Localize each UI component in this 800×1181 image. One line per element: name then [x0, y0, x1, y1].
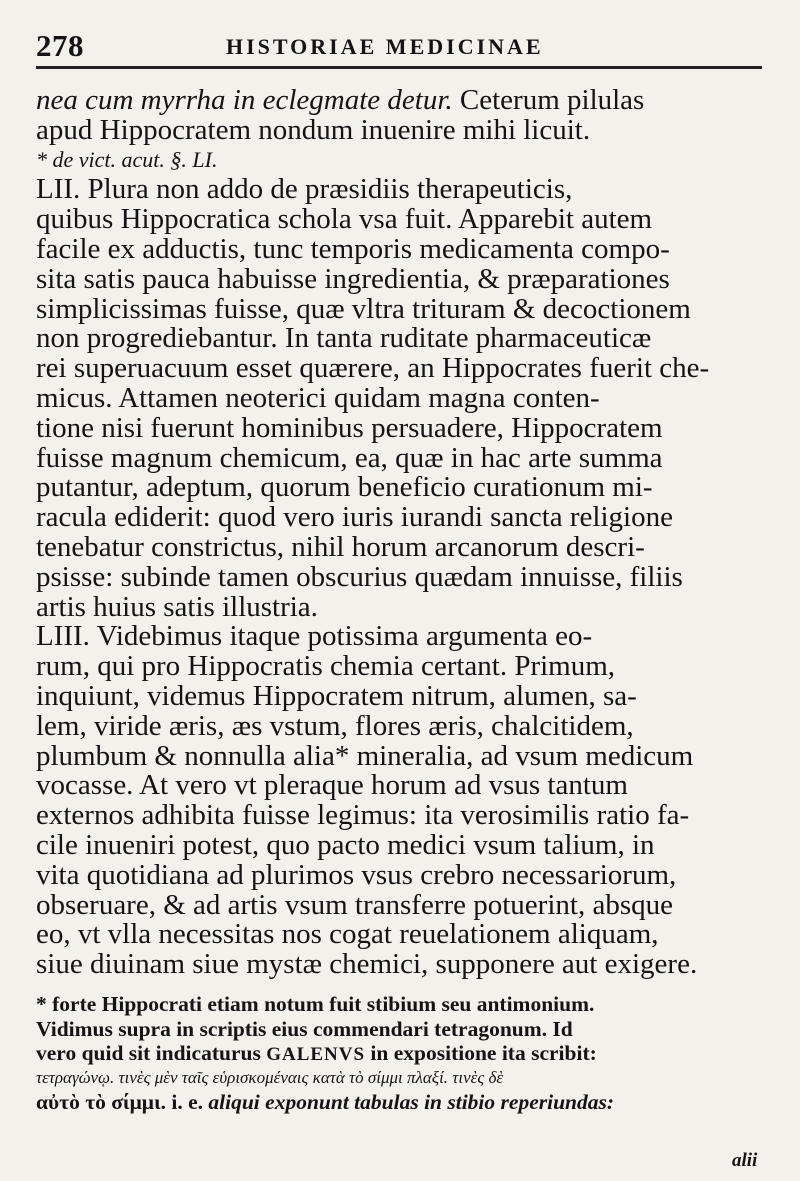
footnote-line: τετραγώνῳ. τινὲς μὲν ταῖς εὑρισκομέναις κατὰ τὸ σίμμι πλαξί. τινὲς δὲ: [36, 1067, 504, 1087]
text-line: LIII. Videbimus itaque potissima argumenta eo-: [36, 620, 593, 653]
text-line: LII. Plura non addo de præsidiis therapeuticis,: [36, 173, 573, 206]
catchword: alii: [732, 1150, 758, 1171]
text-line: vocasse. At vero vt pleraque horum ad vsus tantum: [36, 769, 628, 802]
text-line: psisse: subinde tamen obscurius quædam innuisse, filiis: [36, 560, 683, 593]
text-line: micus. Attamen neoterici quidam magna conten-: [36, 382, 600, 414]
text-line: facile ex adductis, tunc temporis medicamenta compo-: [36, 233, 670, 265]
text-line: * de vict. acut. §. LI.: [36, 146, 218, 172]
text-line: vita quotidiana ad plurimos vsus crebro necessariorum,: [36, 858, 677, 891]
text-line: fuisse magnum chemicum, ea, quæ in hac arte summa: [36, 441, 663, 474]
text-line: tione nisi fuerunt hominibus persuadere, Hippocratem: [36, 411, 663, 444]
text-line: obseruare, & ad artis vsum transferre potuerint, absque: [36, 888, 673, 921]
text-line: simplicissimas fuisse, quæ vltra trituram & decoctionem: [36, 292, 691, 325]
text-line: inquiunt, videmus Hippocratem nitrum, alumen, sa-: [36, 680, 637, 712]
page-number: 278: [36, 28, 84, 63]
footnote-line: αὐτὸ τὸ σίμμι. i. e. aliqui exponunt tabulas in stibio reperiundas:: [36, 1090, 615, 1114]
running-head: HISTORIAE MEDICINAE: [226, 34, 544, 59]
text-line: putantur, adeptum, quorum beneficio curationum mi-: [36, 471, 653, 504]
text-line: externos adhibita fuisse legimus: ita verosimilis ratio fa-: [36, 799, 690, 832]
text-line: non progrediebantur. In tanta ruditate pharmaceuticæ: [36, 322, 652, 355]
text-line: plumbum & nonnulla alia* mineralia, ad vsum medicum: [36, 739, 694, 772]
footnote-line: Vidimus supra in scriptis eius commendari tetragonum. Id: [36, 1016, 573, 1041]
header-rule: [36, 66, 762, 69]
text-line: rei superuacuum esset quærere, an Hippocrates fuerit che-: [36, 352, 710, 385]
footnote-line: * forte Hippocrati etiam notum fuit stibium seu antimonium.: [36, 992, 595, 1016]
text-line: rum, qui pro Hippocratis chemia certant. Primum,: [36, 650, 616, 683]
text-line: sita satis pauca habuisse ingredientia, & præparationes: [36, 262, 670, 295]
footnote-line: vero quid sit indicaturus GALENVS in expositione ita scribit:: [36, 1041, 597, 1065]
text-line: siue diuinam siue mystæ chemici, supponere aut exigere.: [36, 948, 698, 981]
text-line: lem, viride æris, æs vstum, flores æris, chalcitidem,: [36, 709, 634, 742]
page-header: [36, 26, 766, 66]
text-line: nea cum myrrha in eclegmate detur. Ceterum pilulas: [36, 84, 645, 116]
text-line: apud Hippocratem nondum inuenire mihi licuit.: [36, 113, 591, 146]
text-line: eo, vt vlla necessitas nos cogat reuelationem aliquam,: [36, 918, 659, 951]
text-line: tenebatur constrictus, nihil horum arcanorum descri-: [36, 531, 645, 563]
text-line: cile inueniri potest, quo pacto medici vsum talium, in: [36, 829, 655, 861]
text-line: quibus Hippocratica schola vsa fuit. Apparebit autem: [36, 203, 653, 236]
text-line: racula ediderit: quod vero iuris iurandi sancta religione: [36, 501, 673, 534]
text-line: artis huius satis illustria.: [36, 590, 318, 623]
